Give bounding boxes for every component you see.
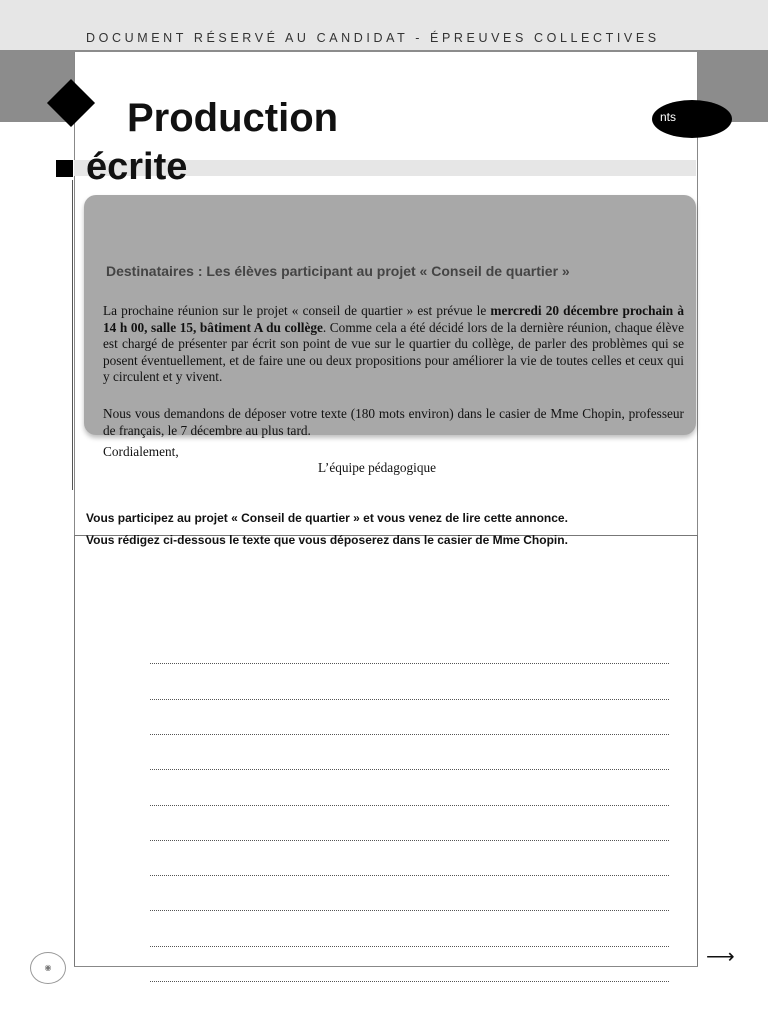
arrow-right-icon[interactable]: ⟶ [706,946,735,968]
writing-line[interactable] [150,769,669,770]
announcement-paragraph-2: Nous vous demandons de déposer votre texte (180 mots environ) dans le casier de Mme Chopin, professeur de français, le 7 décembre au plus tard. [103,406,684,438]
writing-line[interactable] [150,910,669,911]
section-badge-label: nts [660,110,677,124]
paragraph-1-intro: La prochaine réunion sur le projet « conseil de quartier » est prévue le [103,303,491,318]
writing-line[interactable] [150,699,669,700]
recipients-line: Destinataires : Les élèves participant au projet « Conseil de quartier » [106,263,570,279]
page-title-line2: écrite [86,146,188,188]
left-rule [72,180,73,490]
writing-line[interactable] [150,875,669,876]
document-header: DOCUMENT RÉSERVÉ AU CANDIDAT - ÉPREUVES COLLECTIVES [86,31,660,45]
writing-line[interactable] [150,946,669,947]
announcement-paragraph-1 [103,303,684,386]
closing-salutation: Cordialement, [103,444,179,459]
answer-area[interactable] [74,535,698,966]
writing-line[interactable] [150,663,669,664]
square-bullet-icon [56,160,73,177]
institution-logo-icon: ◉ [30,952,66,984]
writing-line[interactable] [150,805,669,806]
paragraph-1-rest: . Comme cela a été décidé lors de la dernière réunion, chaque élève est chargé de présenter par écrit son point de vue sur le quartier du collège, de parler des problèmes qui se posent éventuellement, et de faire une ou deux propositions pour améliorer la vie de toutes celles et ceux qui y circulent et y vivent. [103,319,684,384]
writing-line[interactable] [150,734,669,735]
page-title-line1: Production [127,96,339,140]
instruction-line-1: Vous participez au projet « Conseil de quartier » et vous venez de lire cette annonce. [86,511,568,525]
meeting-details: mercredi 20 décembre prochain à 14 h 00, salle 15, bâtiment A du collège [103,303,684,335]
instruction-line-2: Vous rédigez ci-dessous le texte que vous déposerez dans le casier de Mme Chopin. [86,533,568,547]
writing-line[interactable] [150,840,669,841]
writing-line[interactable] [150,981,669,982]
signature: L’équipe pédagogique [318,460,437,475]
